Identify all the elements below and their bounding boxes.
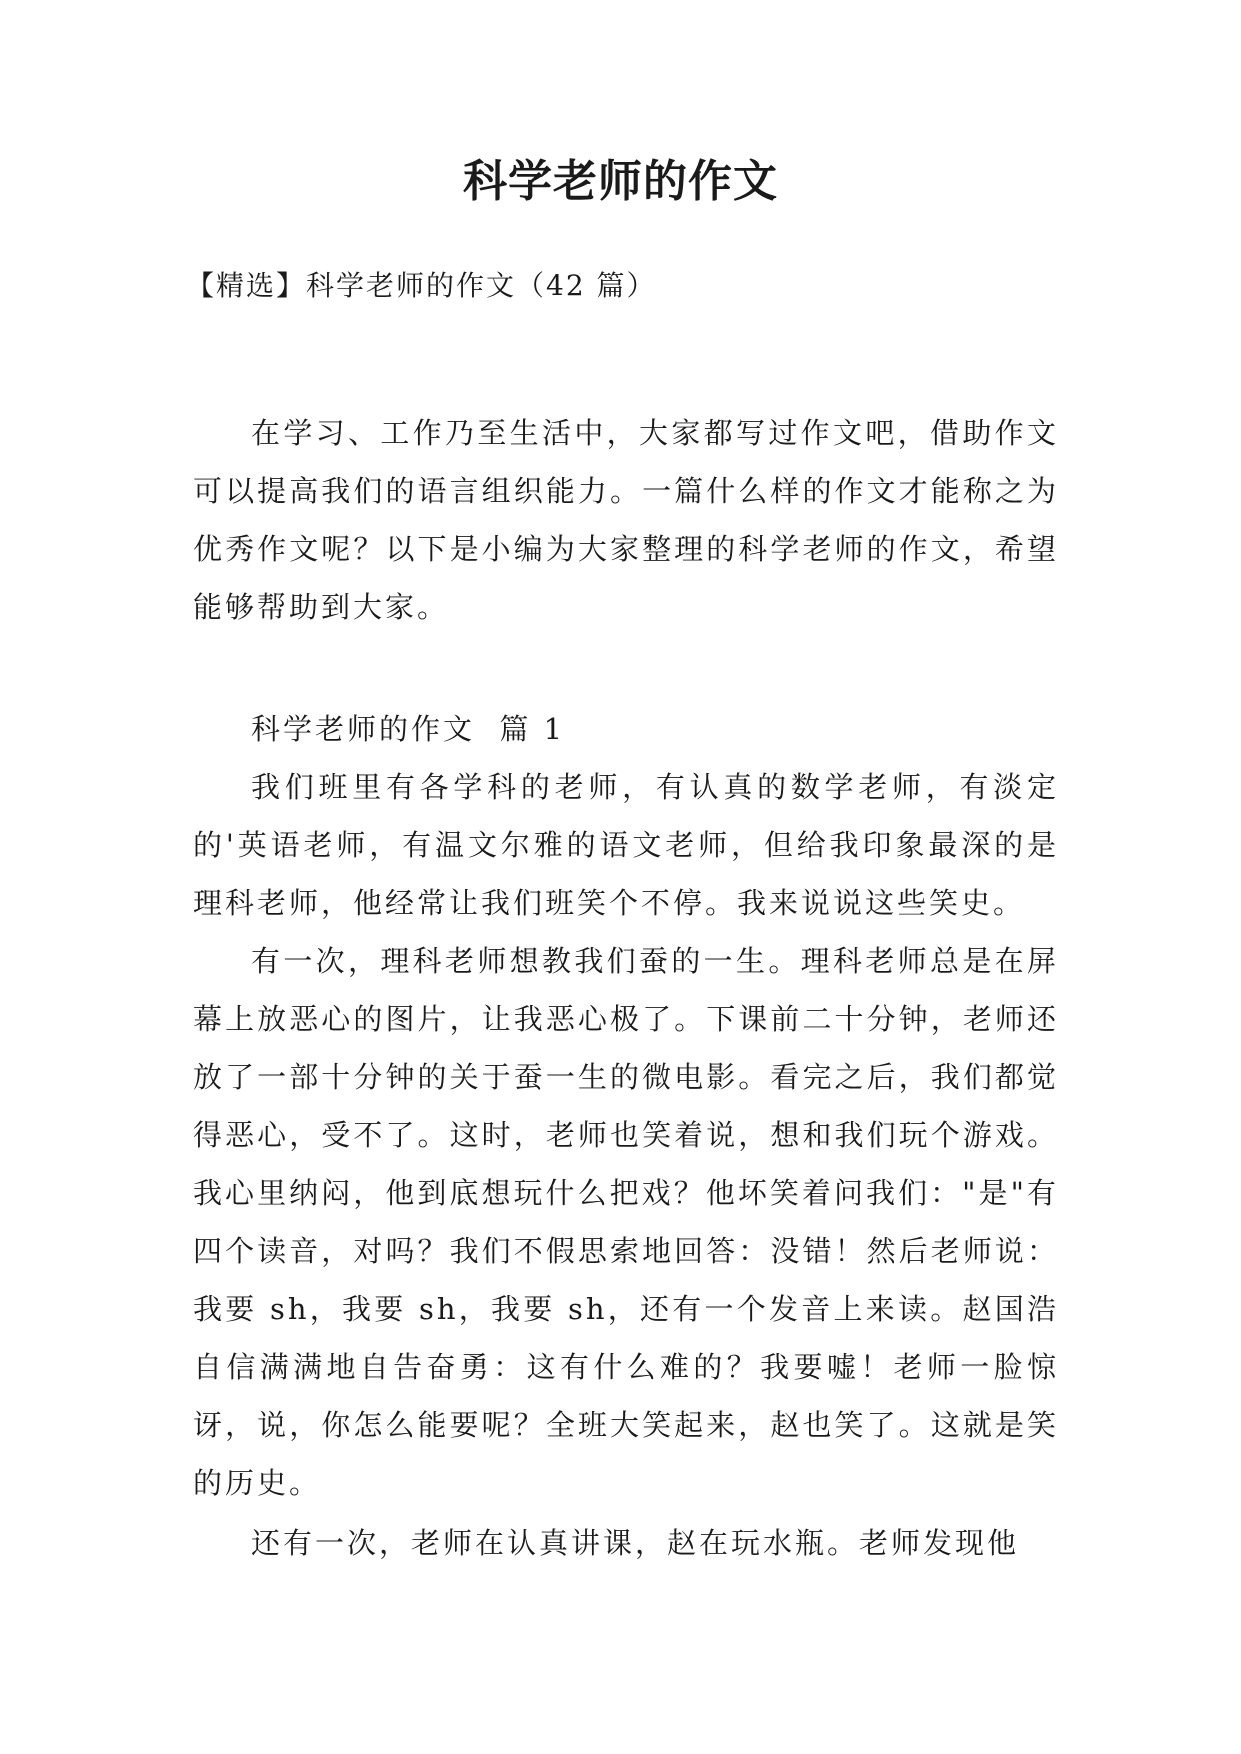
body-paragraph: 还有一次，老师在认真讲课，赵在玩水瓶。老师发现他: [251, 1526, 1020, 1560]
document-title: 科学老师的作文: [463, 156, 778, 207]
body-paragraph: 我们班里有各学科的老师，有认真的数学老师，有淡定的'英语老师，有温文尔雅的语文老师，但给我印象最深的是理科老师，他经常让我们班笑个不停。我来说说这些笑史。: [193, 770, 1059, 920]
essay-section: [193, 700, 1059, 1572]
section-heading: 科学老师的作文 篇 1: [251, 712, 566, 746]
document-subtitle: 【精选】科学老师的作文（42 篇）: [186, 269, 657, 302]
body-paragraph: 有一次，理科老师想教我们蚕的一生。理科老师总是在屏幕上放恶心的图片，让我恶心极了。下课前二十分钟，老师还放了一部十分钟的关于蚕一生的微电影。看完之后，我们都觉得恶心，受不了。这时，老师也笑着说，想和我们玩个游戏。我心里纳闷，他到底想玩什么把戏？他坏笑着问我们："是"有四个读音，对吗？我们不假思索地回答：没错！然后老师说：我要 sh，我要 sh，我要 sh，还有一个发音上来读。赵国浩自信满满地自告奋勇：这有什么难的？我要嘘！老师一脸惊讶，说，你怎么能要呢？全班大笑起来，赵也笑了。这就是笑的历史。: [193, 944, 1059, 1500]
intro-block: [193, 404, 1059, 636]
intro-paragraph: 在学习、工作乃至生活中，大家都写过作文吧，借助作文可以提高我们的语言组织能力。一篇什么样的作文才能称之为优秀作文呢？以下是小编为大家整理的科学老师的作文，希望能够帮助到大家。: [193, 416, 1059, 624]
